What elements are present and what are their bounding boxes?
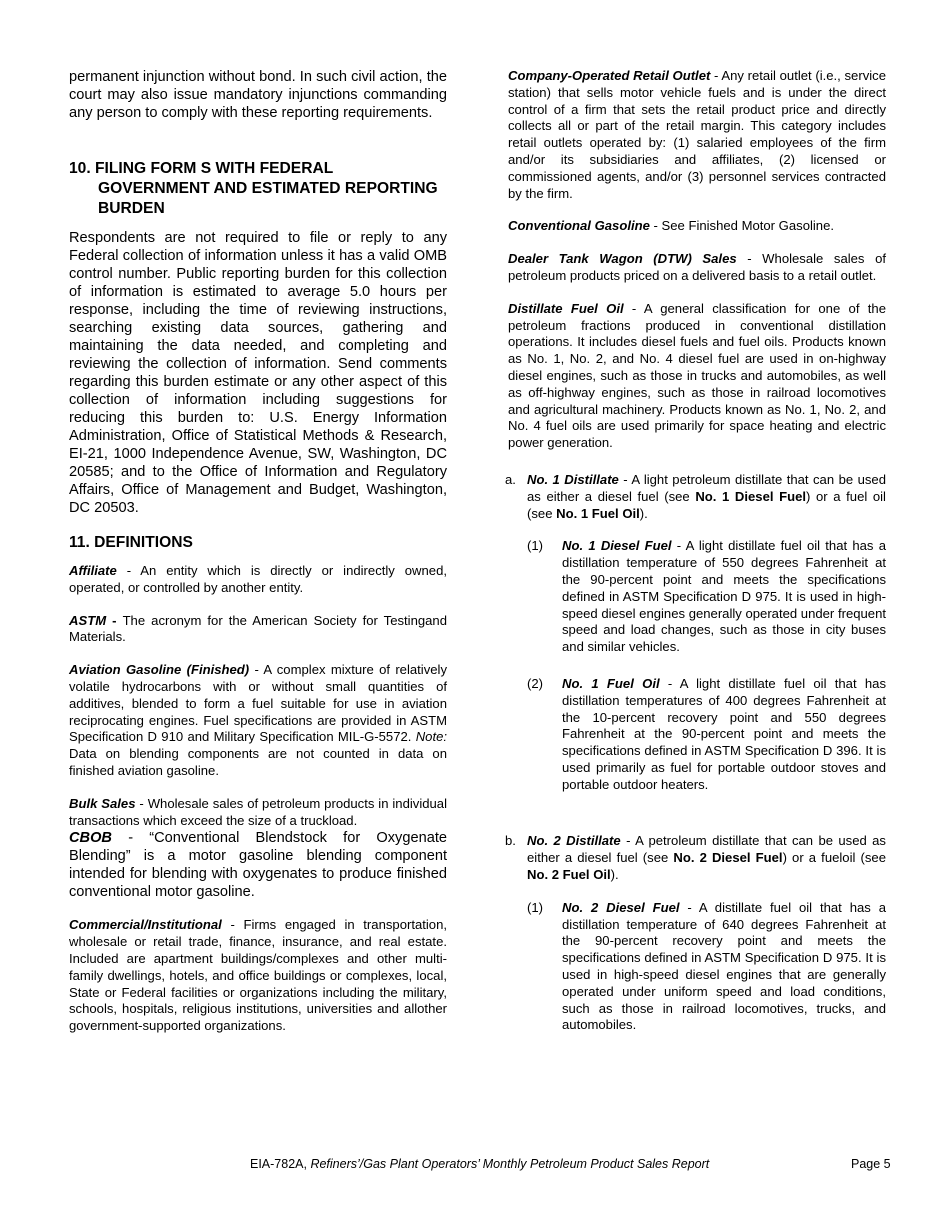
ref-no1-diesel-fuel: No. 1 Diesel Fuel [695,488,807,504]
definition-text: ). [639,505,648,521]
definition-text: - A complex mixture of relatively volatile hydrocarbons with or without small quantities of additives, blended to form a fuel suitable for use in aviation reciprocating engines. Fuel specifications are provided in ASTM Specification D 910 and Military Specification MIL-G-5572. [69,662,447,745]
term-conventional-gasoline: Conventional Gasoline [508,218,650,234]
sub-item-no2-diesel-fuel [508,900,886,1034]
definition-text: - “Conventional Blendstock for Oxygenate Blending” is a motor gasoline blending component intended for blending with oxygenates to produce finished conventional motor gasoline. [69,830,447,901]
definition-text: ) or a fuel oil (see [527,488,886,521]
footer-form-title [250,1157,709,1171]
definition-text: - A light petroleum distillate that can be used as either a diesel fuel (see [527,471,886,504]
note-label: Note: [415,729,447,745]
sub-item-no1-diesel-fuel [508,538,886,656]
sub-item-no1-fuel-oil [508,676,886,794]
definition-commercial-institutional [69,917,447,1035]
definition-text: ). [610,867,619,883]
definition-bulk-sales [69,796,447,830]
definition-text: - A distillate fuel oil that has a distillation temperature of 640 degrees Fahrenheit at the 90-percent recovery point and meets the specifications defined in ASTM Specification D 975. It is used in high-speed diesel engines that are generally operated under uniform speed and load conditions, such as those in railroad locomotives, trucks, and automobiles. [562,899,886,1033]
term-no2-distillate: No. 2 Distillate [527,833,621,849]
definition-text: - An entity which is directly or indirectly owned, operated, or controlled by another entity. [69,563,447,595]
definition-astm [69,613,447,647]
definition-text-continued: Data on blending components are not counted in data on finished aviation gasoline. [69,746,447,778]
term-affiliate: Affiliate [69,563,117,578]
page-number: Page 5 [851,1157,891,1171]
term-no1-diesel-fuel: No. 1 Diesel Fuel [562,538,672,554]
footer-report-title: Refiners’/Gas Plant Operators’ Monthly Petroleum Product Sales Report [310,1157,710,1171]
term-commercial-institutional: Commercial/Institutional [69,917,222,933]
term-bulk-sales: Bulk Sales [69,795,136,811]
definition-distillate-fuel-oil [508,301,886,452]
definition-text: - A general classification for one of the petroleum fractions produced in conventional distillation operations. It includes diesel fuels and fuel oils. Products known as No. 1, No. 2, and No. 4 diesel fuel are used in on-highway diesel engines, such as those in trucks and automobiles, as well as off-highway engines, such as those in railroad locomotives and agricultural machinery. Products known as No. 1, No. 2, and No. 4 fuel oils are used primarily for space heating and electric power generation. [508,300,886,451]
term-aviation-gasoline: Aviation Gasoline (Finished) [69,662,250,678]
term-no1-distillate: No. 1 Distillate [527,471,619,487]
definition-conventional-gasoline [508,218,886,235]
definition-affiliate [69,563,447,597]
ref-no2-fuel-oil: No. 2 Fuel Oil [527,867,611,883]
term-no1-fuel-oil: No. 1 Fuel Oil [562,675,660,691]
list-label-b: b. [505,833,516,849]
list-item-a [505,471,886,522]
term-cbob: CBOB [69,830,112,847]
definition-cbob [69,829,447,901]
sub-label: (1) [527,538,544,554]
sub-label: (1) [527,899,544,915]
definition-text: - Any retail outlet (i.e., service station) that sells motor vehicle fuels and is under the direct control of a firm that sets the retail product price and directly collects all or part of the retail margin. This category includes retail outlets operated by: (1) salaried employees of the firm and/or its subsidiaries and affiliates, (2) licensed or commissioned agents, and/or (3) personnel services contracted by the firm. [508,68,886,201]
definition-text: ) or a fueloil (see [782,850,886,866]
section-10-number: 10. [69,160,91,177]
right-column [505,68,886,1034]
definition-text: - See Finished Motor Gasoline. [649,218,834,234]
ref-no1-fuel-oil: No. 1 Fuel Oil [556,505,640,521]
definition-text: - Wholesale sales of petroleum products priced on a delivered basis to a retail outlet. [508,251,886,283]
definition-text: - A petroleum distillate that can be used as either a diesel fuel (see [527,833,886,866]
definition-text: - Wholesale sales of petroleum products in individual transactions which exceed the size of a truckload. [69,795,447,828]
intro-paragraph: permanent injunction without bond. In such civil action, the court may also issue mandatory injunctions commanding any person to comply with these reporting requirements. [69,69,447,121]
definition-aviation-gasoline [69,662,447,780]
footer-form-number: EIA-782A, [250,1157,311,1171]
definition-text: The acronym for the American Society for Testingand Materials. [69,612,447,645]
section-10-heading [69,159,447,219]
section-11-heading: 11. DEFINITIONS [69,534,193,551]
definition-text: - A light distillate fuel oil that has a distillation temperature of 550 degrees Fahrenheit at the 90-percent point and meets the specifications defined in ASTM Specification D 975. It is used in high-speed diesel engines generally operated under frequent speed and load changes, such as those in city buses and similar vehicles. [562,538,886,655]
list-label-a: a. [505,471,516,487]
list-item-b [505,833,886,883]
definition-text: - Firms engaged in transportation, wholesale or retail trade, finance, insurance, and real estate. Included are apartment buildings/complexes and other multi-family dwellings, hotels, and office buildings or complexes, local, State or Federal facilities or organizations including the military, schools, hospitals, religious institutions, universities and allother government-supported organizations. [69,917,447,1034]
sub-label: (2) [527,675,544,691]
term-distillate-fuel-oil: Distillate Fuel Oil [508,300,624,316]
ref-no2-diesel-fuel: No. 2 Diesel Fuel [673,850,783,866]
term-dealer-tank-wagon: Dealer Tank Wagon (DTW) Sales [508,251,737,267]
definition-text: - A light distillate fuel oil that has distillation temperatures of 400 degrees Fahrenheit at the 10-percent recovery point and 550 degrees Fahrenheit at the 90-percent point and meets the specifications defined in ASTM Specification D 396. It is used primarily as fuel for portable outdoor stoves and portable outdoor heaters. [562,675,886,792]
term-no2-diesel-fuel: No. 2 Diesel Fuel [562,899,680,915]
section-10-body: Respondents are not required to file or reply to any Federal collection of information unless it has a valid OMB control number. Public reporting burden for this collection of information is estimated to average 5.0 hours per response, including the time of reviewing instructions, searching existing data sources, gathering and maintaining the data needed, and completing and reviewing the collection of information. Send comments regarding this burden estimate or any other aspect of this collection of information including suggestions for reducing this burden to: U.S. Energy Information Administration, Office of Statistical Methods & Research, EI-21, 1000 Independence Avenue, SW, Washington, DC 20585; and to the Office of Information and Regulatory Affairs, Office of Management and Budget, Washington, DC 20503. [69,230,447,516]
definition-company-operated-retail-outlet [508,68,886,202]
definition-dash: - [106,612,123,628]
definition-dealer-tank-wagon [508,251,886,285]
term-company-operated-retail-outlet: Company-Operated Retail Outlet [508,68,711,83]
term-astm: ASTM [69,612,107,628]
left-column [69,68,447,1035]
page-footer [0,1157,950,1175]
section-10-title: FILING FORM S WITH FEDERAL GOVERNMENT AND ESTIMATED REPORTING BURDEN [95,160,438,217]
